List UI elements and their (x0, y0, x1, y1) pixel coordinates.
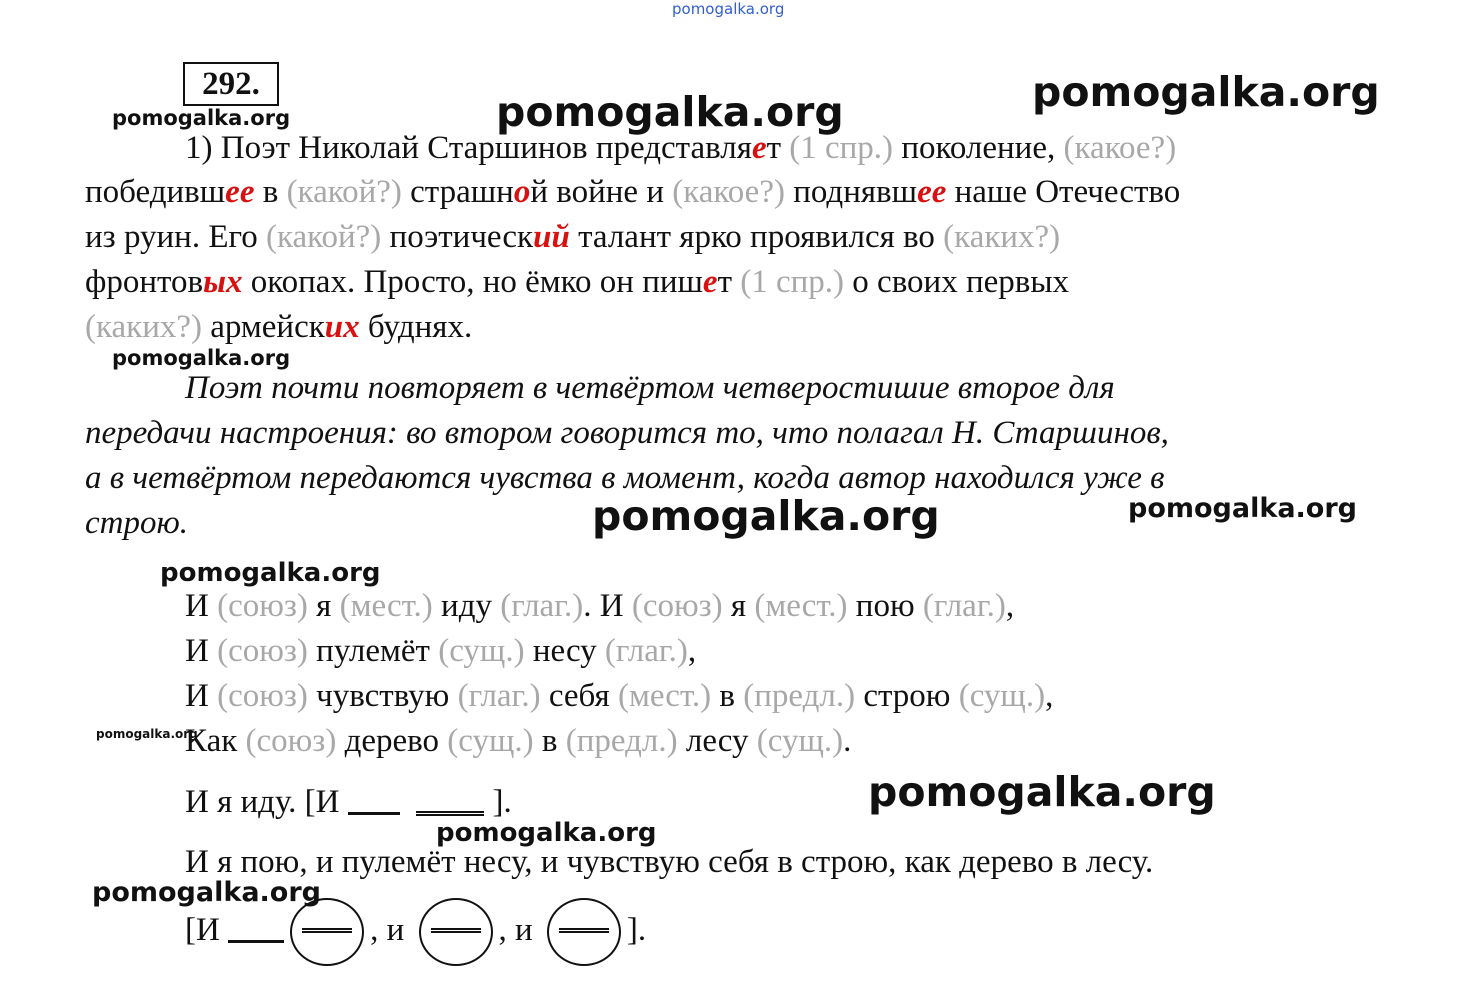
word: строю (855, 678, 959, 714)
text: й войне и (530, 174, 673, 210)
grammar-note: (какое?) (672, 174, 785, 210)
text: армейск (202, 309, 325, 345)
text-line: передачи настроения: во втором говорится то, что полагал Н. Старшинов, (85, 415, 1169, 451)
text: буднях. (359, 309, 473, 345)
scheme-text: И я иду. [И (185, 784, 348, 820)
highlighted-ending: ее (917, 174, 947, 210)
grammar-note: (1 спр.) (740, 264, 845, 300)
sentence-scheme (185, 898, 646, 966)
grammar-note: (каких?) (85, 309, 202, 345)
text: наше Отечество (946, 174, 1181, 210)
text-line (85, 172, 1180, 212)
text: т (766, 130, 790, 166)
word: И (185, 678, 218, 714)
text: окопах. Просто, но ёмко он пиш (242, 264, 703, 300)
predicate-underline (416, 793, 484, 816)
watermark: pomogalka.org (496, 88, 844, 136)
text: поэтическ (381, 219, 534, 255)
pos-note: (союз) (217, 633, 308, 669)
grammar-note: (1 спр.) (789, 130, 894, 166)
scheme-text: , и (498, 912, 541, 948)
watermark: pomogalka.org (1032, 68, 1380, 116)
highlighted-ending: их (324, 309, 360, 345)
subject-underline (348, 794, 400, 815)
word: , (1005, 588, 1015, 624)
highlighted-ending: е (751, 130, 767, 166)
poem-line (185, 631, 696, 671)
watermark: pomogalka.org (112, 346, 291, 370)
exercise-number: 292. (183, 62, 279, 106)
pos-note: (сущ.) (447, 723, 534, 759)
text-line (185, 128, 1176, 168)
scheme-text: [И (185, 912, 229, 948)
watermark: pomogalka.org (112, 106, 291, 130)
word: в (533, 723, 566, 759)
grammar-note: (какое?) (1063, 130, 1177, 166)
pos-note: (мест.) (754, 588, 848, 624)
highlighted-ending: о (513, 174, 531, 210)
word: чувствую (307, 678, 458, 714)
pos-note: (глаг.) (457, 678, 541, 714)
grammar-note: (какой?) (286, 174, 402, 210)
pos-note: (мест.) (617, 678, 712, 714)
pos-note: (союз) (217, 588, 308, 624)
word: И (185, 633, 218, 669)
word: пулемёт (307, 633, 439, 669)
word: пою (847, 588, 923, 624)
pos-note: (сущ.) (756, 723, 844, 759)
word: Как (185, 723, 246, 759)
text: фронтов (85, 264, 204, 300)
pos-note: (предл.) (743, 678, 856, 714)
watermark: pomogalka.org (160, 558, 381, 588)
watermark: pomogalka.org (96, 727, 198, 741)
word: иду (432, 588, 501, 624)
word: . И (583, 588, 632, 624)
highlighted-ending: ых (203, 264, 243, 300)
highlighted-ending: ее (225, 174, 255, 210)
word: несу (524, 633, 605, 669)
subject-underline (228, 922, 284, 943)
scheme-text: ]. (626, 912, 647, 948)
pos-note: (предл.) (565, 723, 678, 759)
watermark: pomogalka.org (868, 768, 1216, 816)
pos-note: (союз) (245, 723, 337, 759)
pos-note: (глаг.) (500, 588, 584, 624)
text: т (717, 264, 741, 300)
poem-line (185, 676, 1053, 716)
poem-line (185, 586, 1014, 626)
word: дерево (336, 723, 448, 759)
poem-line (185, 721, 851, 761)
word: , (687, 633, 697, 669)
pos-note: (сущ.) (438, 633, 525, 669)
text: поколение, (893, 130, 1064, 166)
sentence-scheme (185, 782, 512, 822)
text: из руин. Его (85, 219, 266, 255)
watermark-top: pomogalka.org (672, 0, 785, 18)
text-line (85, 262, 1069, 302)
scheme-text: , и (370, 912, 413, 948)
scheme-text: ]. (492, 784, 512, 820)
grammar-note: (какой?) (265, 219, 382, 255)
text: о своих первых (844, 264, 1070, 300)
word: , (1045, 678, 1054, 714)
word: . (843, 723, 852, 759)
word: И (185, 588, 218, 624)
text-line: а в четвёртом передаются чувства в момент, когда автор находился уже в (85, 460, 1165, 496)
watermark: pomogalka.org (436, 818, 657, 848)
pos-note: (союз) (631, 588, 723, 624)
word: в (711, 678, 744, 714)
pos-note: (глаг.) (922, 588, 1006, 624)
text: в (254, 174, 287, 210)
text-line: строю. (85, 505, 188, 541)
pos-note: (сущ.) (958, 678, 1046, 714)
text-line (85, 217, 1060, 257)
text: поднявш (784, 174, 918, 210)
watermark: pomogalka.org (592, 492, 940, 540)
text-line: Поэт почти повторяет в четвёртом четверостишие второе для (185, 370, 1115, 406)
pos-note: (глаг.) (604, 633, 688, 669)
pos-note: (мест.) (339, 588, 433, 624)
word: я (307, 588, 340, 624)
text: талант ярко проявился во (569, 219, 944, 255)
sentence: И я пою, и пулемёт несу, и чувствую себя в строю, как дерево в лесу. (185, 844, 1154, 880)
highlighted-ending: е (702, 264, 718, 300)
text: 1) Поэт Николай Старшинов представля (185, 130, 752, 166)
word: я (722, 588, 755, 624)
watermark: pomogalka.org (1128, 493, 1357, 524)
predicate-oval (419, 898, 493, 966)
predicate-oval (547, 898, 621, 966)
text-line (85, 307, 472, 347)
grammar-note: (каких?) (943, 219, 1061, 255)
pos-note: (союз) (217, 678, 308, 714)
watermark: pomogalka.org (92, 877, 321, 908)
text: победивш (85, 174, 226, 210)
highlighted-ending: ий (533, 219, 570, 255)
predicate-oval (290, 898, 364, 966)
word: лесу (677, 723, 757, 759)
text: страшн (401, 174, 514, 210)
word: себя (540, 678, 618, 714)
